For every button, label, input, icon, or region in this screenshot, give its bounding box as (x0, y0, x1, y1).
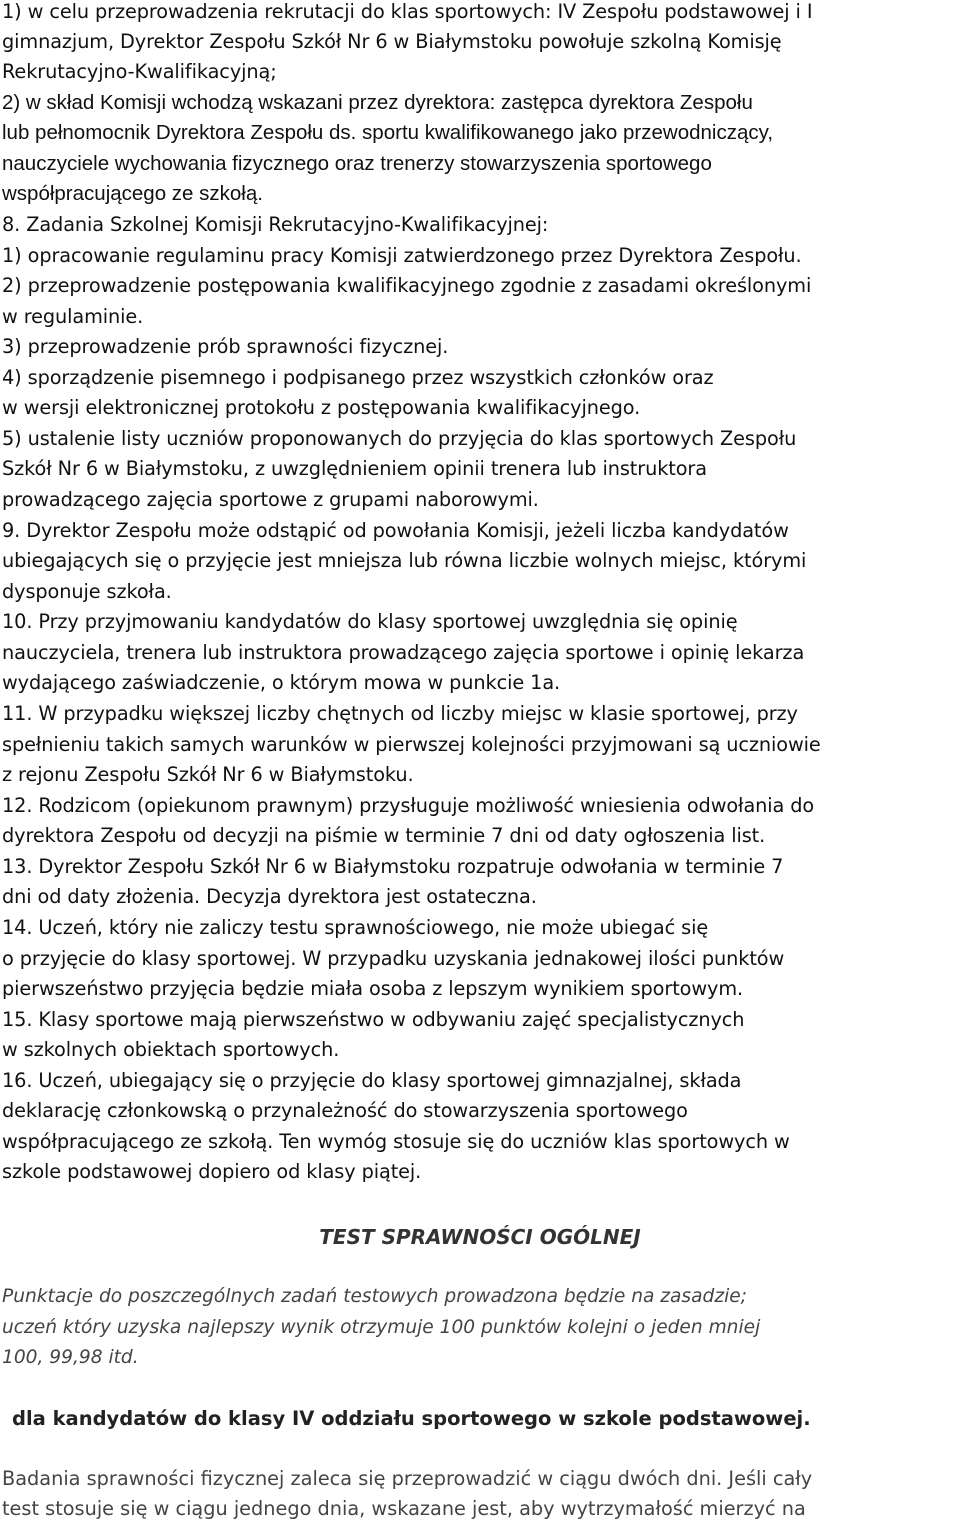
text-line: dysponuje szkoła. (2, 580, 172, 603)
text-line: Rekrutacyjno-Kwalifikacyjną; (2, 60, 277, 83)
text-line: prowadzącego zajęcia sportowe z grupami naborowymi. (2, 488, 539, 511)
text-line: 14. Uczeń, który nie zaliczy testu sprawnościowego, nie może ubiegać się (2, 916, 709, 939)
text-line: 2) przeprowadzenie postępowania kwalifikacyjnego zgodnie z zasadami określonymi (2, 274, 812, 297)
text-line: dyrektora Zespołu od decyzji na piśmie w terminie 7 dni od daty ogłoszenia list. (2, 824, 766, 847)
text-line: 15. Klasy sportowe mają pierwszeństwo w odbywaniu zajęć specjalistycznych (2, 1008, 745, 1031)
text-line: w wersji elektronicznej protokołu z postępowania kwalifikacyjnego. (2, 396, 641, 419)
text-line: o przyjęcie do klasy sportowej. W przypadku uzyskania jednakowej ilości punktów (2, 947, 785, 970)
text-line: współpracującego ze szkołą. (2, 182, 263, 205)
text-line: 16. Uczeń, ubiegający się o przyjęcie do klasy sportowej gimnazjalnej, składa (2, 1069, 742, 1092)
text-line: dni od daty złożenia. Decyzja dyrektora jest ostateczna. (2, 885, 537, 908)
text-line: deklarację członkowską o przynależność do stowarzyszenia sportowego (2, 1099, 688, 1122)
scoring-line: Punktacje do poszczególnych zadań testowych prowadzona będzie na zasadzie; (2, 1286, 747, 1307)
text-line: ubiegających się o przyjęcie jest mniejsza lub równa liczbie wolnych miejsc, którymi (2, 549, 807, 572)
text-line: lub pełnomocnik Dyrektora Zespołu ds. sportu kwalifikowanego jako przewodniczący, (2, 121, 774, 144)
text-line: 13. Dyrektor Zespołu Szkół Nr 6 w Białymstoku rozpatruje odwołania w terminie 7 (2, 855, 784, 878)
text-line: 2) w skład Komisji wchodzą wskazani przez dyrektora: zastępca dyrektora Zespołu (2, 91, 753, 114)
text-line: w szkolnych obiektach sportowych. (2, 1038, 340, 1061)
text-line: nauczyciela, trenera lub instruktora prowadzącego zajęcia sportowe i opinię lekarza (2, 641, 805, 664)
text-line: z rejonu Zespołu Szkół Nr 6 w Białymstoku. (2, 763, 414, 786)
text-line: 4) sporządzenie pisemnego i podpisanego przez wszystkich członków oraz (2, 366, 714, 389)
text-line: nauczyciele wychowania fizycznego oraz trenerzy stowarzyszenia sportowego (2, 152, 712, 175)
text-line: 3) przeprowadzenie prób sprawności fizycznej. (2, 335, 449, 358)
scoring-line: uczeń który uzyska najlepszy wynik otrzymuje 100 punktów kolejni o jeden mniej (2, 1317, 761, 1338)
text-line: 12. Rodzicom (opiekunom prawnym) przysługuje możliwość wniesienia odwołania do (2, 794, 815, 817)
intro-line: test stosuje się w ciągu jednego dnia, wskazane jest, aby wytrzymałość mierzyć na (2, 1497, 806, 1520)
text-line: w regulaminie. (2, 305, 144, 328)
intro-line: Badania sprawności fizycznej zaleca się przeprowadzić w ciągu dwóch dni. Jeśli cały (2, 1467, 813, 1490)
test-heading: TEST SPRAWNOŚCI OGÓLNEJ (319, 1225, 641, 1249)
text-line: 1) w celu przeprowadzenia rekrutacji do klas sportowych: IV Zespołu podstawowej i I (2, 0, 813, 23)
text-line: współpracującego ze szkołą. Ten wymóg stosuje się do uczniów klas sportowych w (2, 1130, 790, 1153)
text-line: spełnieniu takich samych warunków w pierwszej kolejności przyjmowani są uczniowie (2, 733, 821, 756)
text-line: 11. W przypadku większej liczby chętnych od liczby miejsc w klasie sportowej, przy (2, 702, 798, 725)
text-line: gimnazjum, Dyrektor Zespołu Szkół Nr 6 w Białymstoku powołuje szkolną Komisję (2, 30, 782, 53)
scoring-line: 100, 99,98 itd. (2, 1347, 139, 1368)
text-line: 9. Dyrektor Zespołu może odstąpić od powołania Komisji, jeżeli liczba kandydatów (2, 519, 789, 542)
text-line: 5) ustalenie listy uczniów proponowanych do przyjęcia do klas sportowych Zespołu (2, 427, 797, 450)
text-line: 10. Przy przyjmowaniu kandydatów do klasy sportowej uwzględnia się opinię (2, 610, 738, 633)
text-line: szkole podstawowej dopiero od klasy piątej. (2, 1160, 422, 1183)
text-line: wydającego zaświadczenie, o którym mowa w punkcie 1a. (2, 671, 561, 694)
text-line: 8. Zadania Szkolnej Komisji Rekrutacyjno-Kwalifikacyjnej: (2, 213, 549, 236)
text-line: 1) opracowanie regulaminu pracy Komisji zatwierdzonego przez Dyrektora Zespołu. (2, 244, 802, 267)
class-heading: dla kandydatów do klasy IV oddziału sportowego w szkole podstawowej. (12, 1407, 811, 1430)
text-line: Szkół Nr 6 w Białymstoku, z uwzględnieniem opinii trenera lub instruktora (2, 457, 707, 480)
text-line: pierwszeństwo przyjęcia będzie miała osoba z lepszym wynikiem sportowym. (2, 977, 744, 1000)
